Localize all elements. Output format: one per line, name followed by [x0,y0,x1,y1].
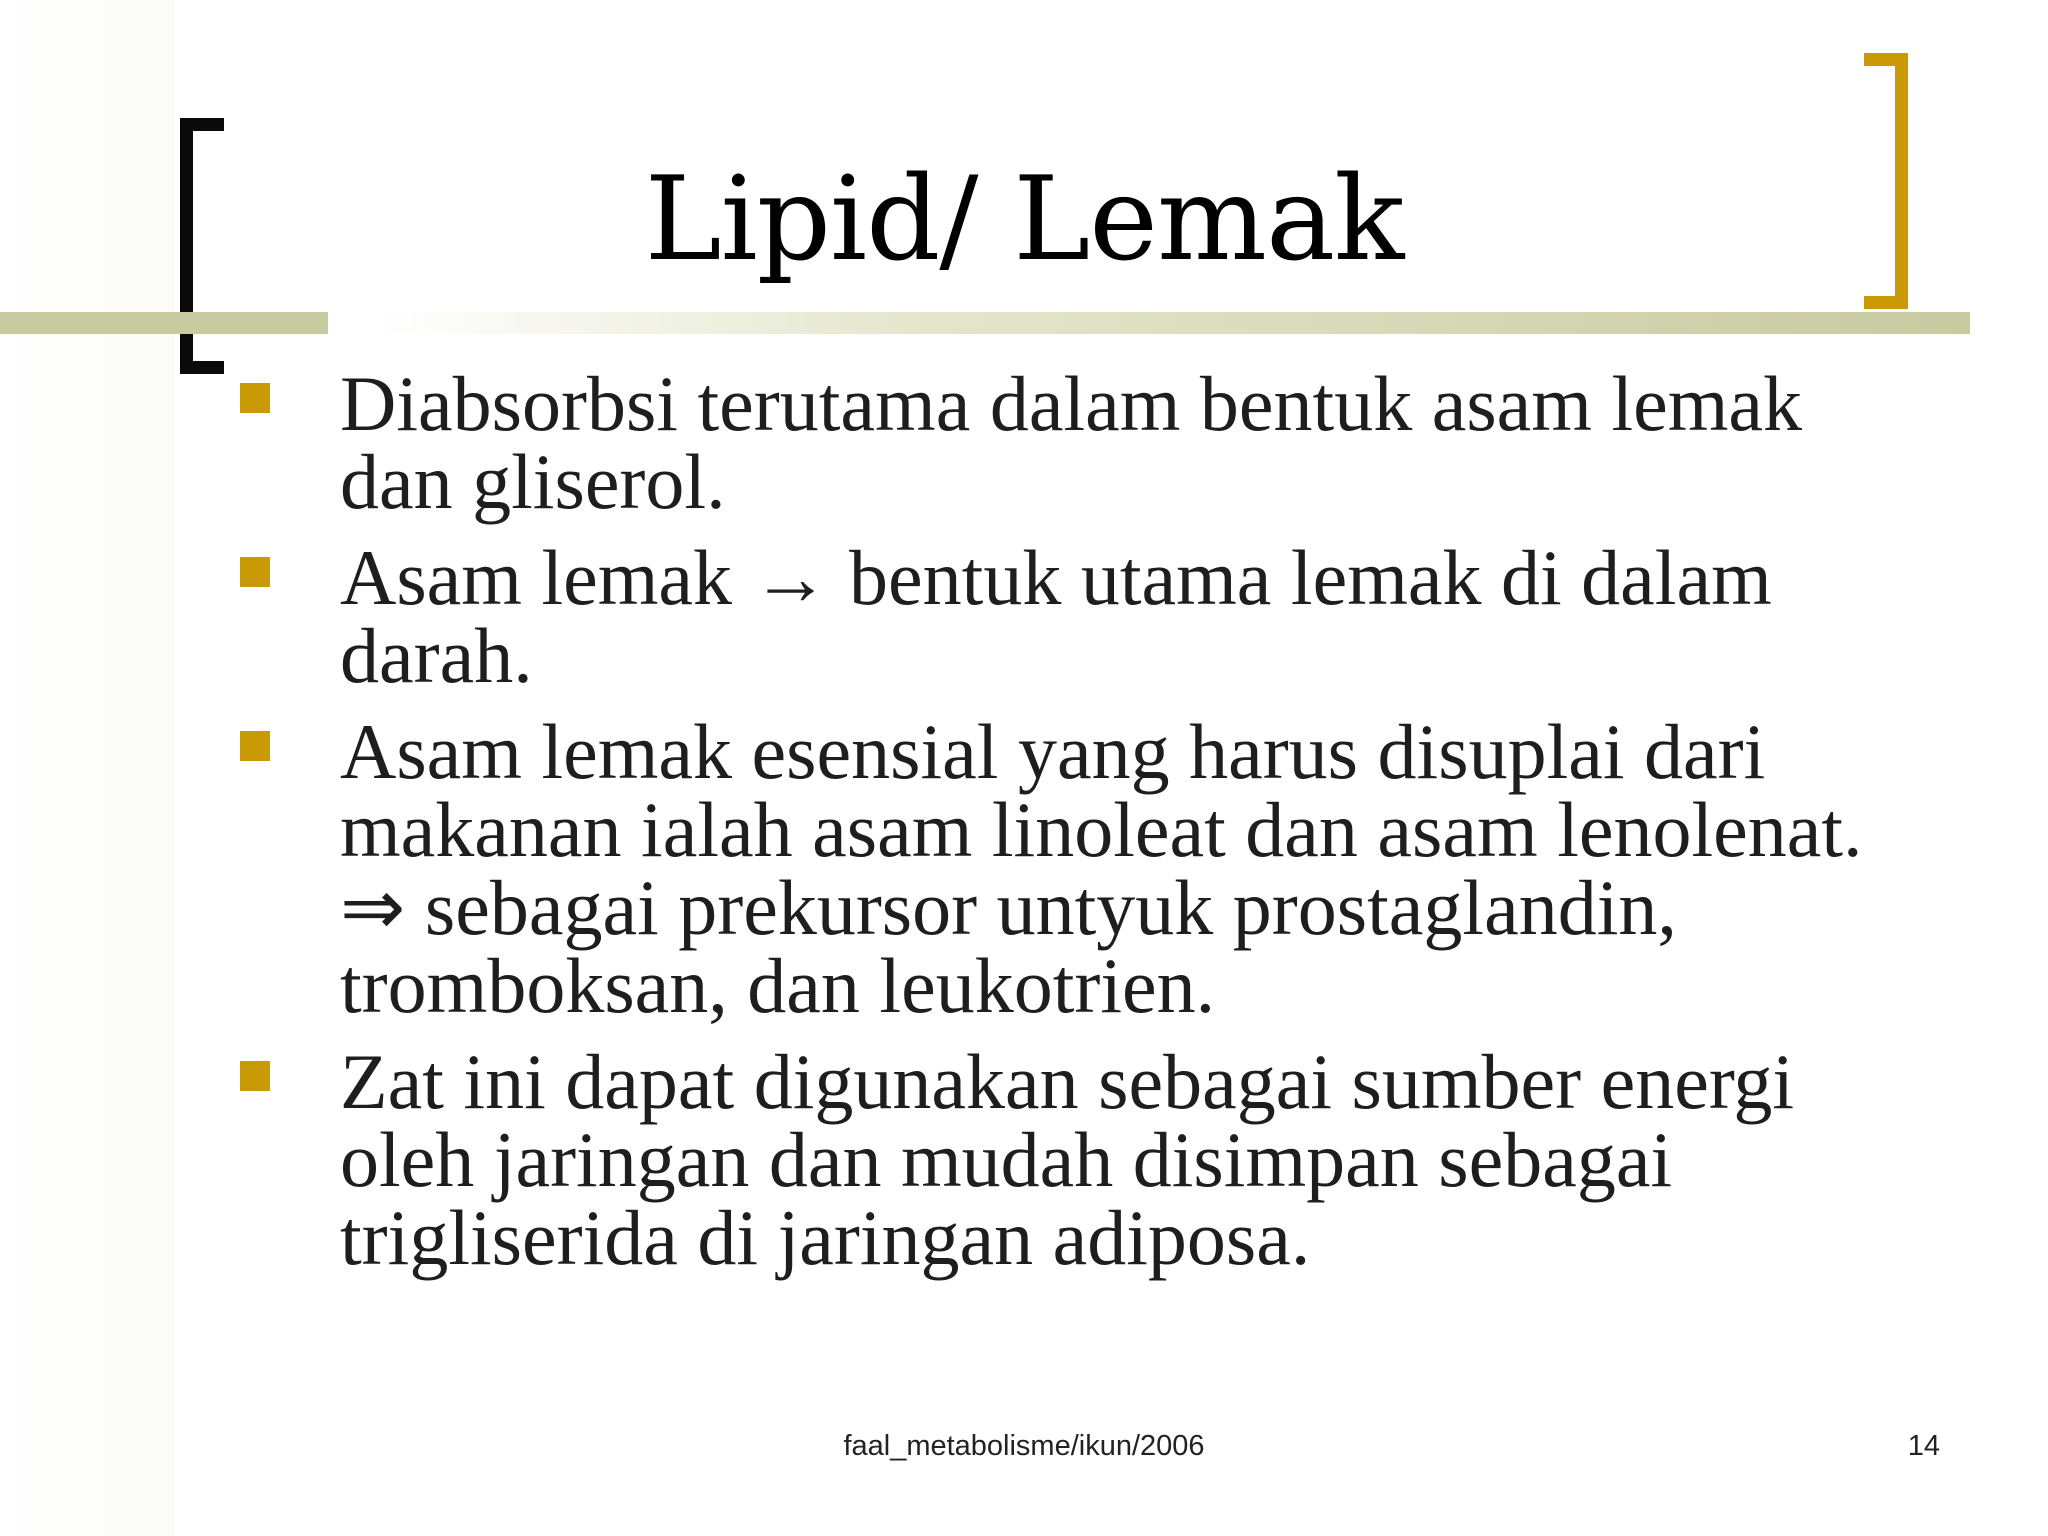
square-bullet-icon [240,731,270,761]
square-bullet-icon [240,557,270,587]
bullet-item [240,360,1920,525]
square-bullet-icon [240,1061,270,1091]
slide-footer: faal_metabolisme/ikun/2006 [843,1430,1205,1462]
bullet-list [240,360,1920,1295]
bullet-text: Asam lemak → bentuk utama lemak di dalam darah. [340,534,1772,699]
bullet-text: Zat ini dapat digunakan sebagai sumber energi oleh jaringan dan mudah disimpan sebagai trigliserida di jaringan adiposa. [340,1038,1795,1281]
page-number: 14 [1907,1430,1940,1462]
slide-title: Lipid/ Lemak [644,152,1404,287]
bullet-text: Diabsorbsi terutama dalam bentuk asam lemak dan gliserol. [340,360,1803,525]
square-bullet-icon [240,383,270,413]
title-rule-left [0,312,328,334]
bullet-item [240,708,1920,1029]
bullet-item [240,1038,1920,1281]
bullet-text: Asam lemak esensial yang harus disuplai dari makanan ialah asam linoleat dan asam lenolenat. ⇒ sebagai prekursor untyuk prostaglandin, tromboksan, dan leukotrien. [340,708,1863,1029]
title-rule-right [378,312,1970,334]
bullet-item [240,534,1920,699]
